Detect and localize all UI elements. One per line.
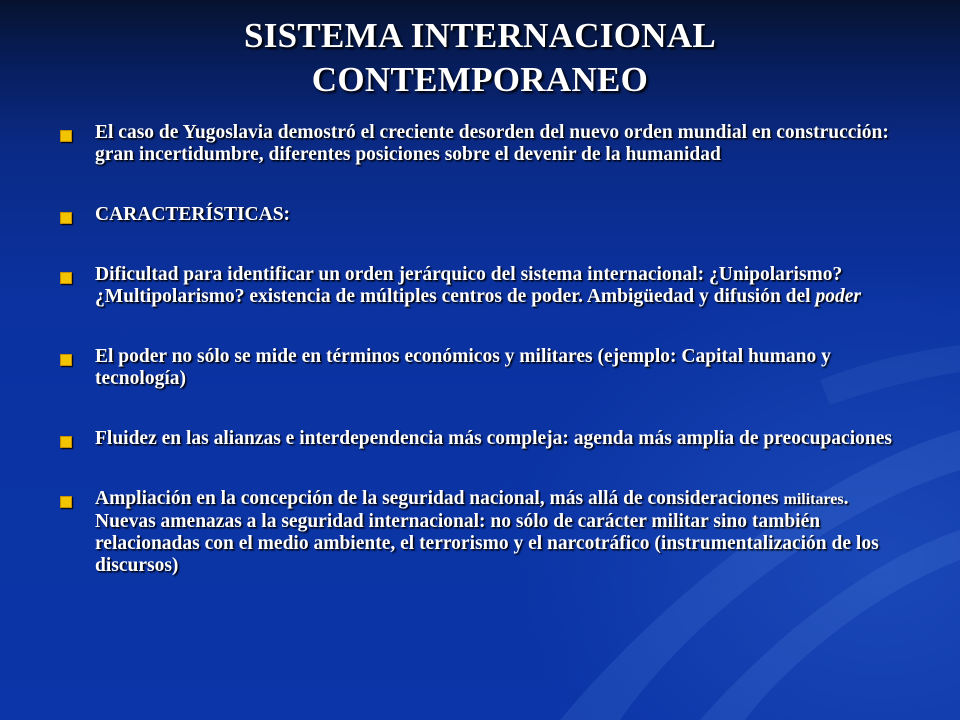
bullet-text: El caso de Yugoslavia demostró el creciente desorden del nuevo orden mundial en construcción: gran incertidumbre, diferentes posiciones sobre el devenir de la humanidad (95, 122, 889, 165)
bullet-list (58, 122, 908, 577)
bullet-orden-jerarquico (58, 264, 908, 308)
bullet-seguridad (58, 488, 908, 577)
square-bullet-icon (60, 272, 72, 284)
square-bullet-icon (60, 496, 72, 508)
title-line-2: CONTEMPORANEO (311, 60, 649, 99)
square-bullet-icon (60, 354, 72, 366)
square-bullet-icon (60, 130, 72, 142)
bullet-text: Fluidez en las alianzas e interdependencia más compleja: agenda más amplia de preocupaciones (95, 428, 892, 449)
title-line-1: SISTEMA INTERNACIONAL (243, 16, 717, 55)
bullet-text-italic: poder (815, 286, 861, 307)
bullet-text: Ampliación en la concepción de la seguridad nacional, más allá de consideraciones (95, 488, 784, 509)
square-bullet-icon (60, 212, 72, 224)
slide-title (120, 14, 840, 102)
bullet-text: El poder no sólo se mide en términos económicos y militares (ejemplo: Capital humano y tecnología) (95, 346, 831, 389)
bullet-text: Dificultad para identificar un orden jerárquico del sistema internacional: ¿Unipolarismo? ¿Multipolarismo? existencia de múltiples centros de poder. Ambigüedad y difusión del (95, 264, 843, 307)
bullet-caracteristicas (58, 204, 908, 226)
bullet-text: CARACTERÍSTICAS: (95, 204, 291, 225)
bullet-text-small: militares (783, 491, 844, 508)
bullet-alianzas (58, 428, 908, 450)
bullet-poder (58, 346, 908, 390)
square-bullet-icon (60, 436, 72, 448)
bullet-yugoslavia (58, 122, 908, 166)
bullet-text: . Nuevas amenazas a la seguridad internacional: no sólo de carácter militar sino también relacionadas con el medio ambiente, el terrorismo y el narcotráfico (instrumentalización de los discursos) (95, 488, 879, 576)
